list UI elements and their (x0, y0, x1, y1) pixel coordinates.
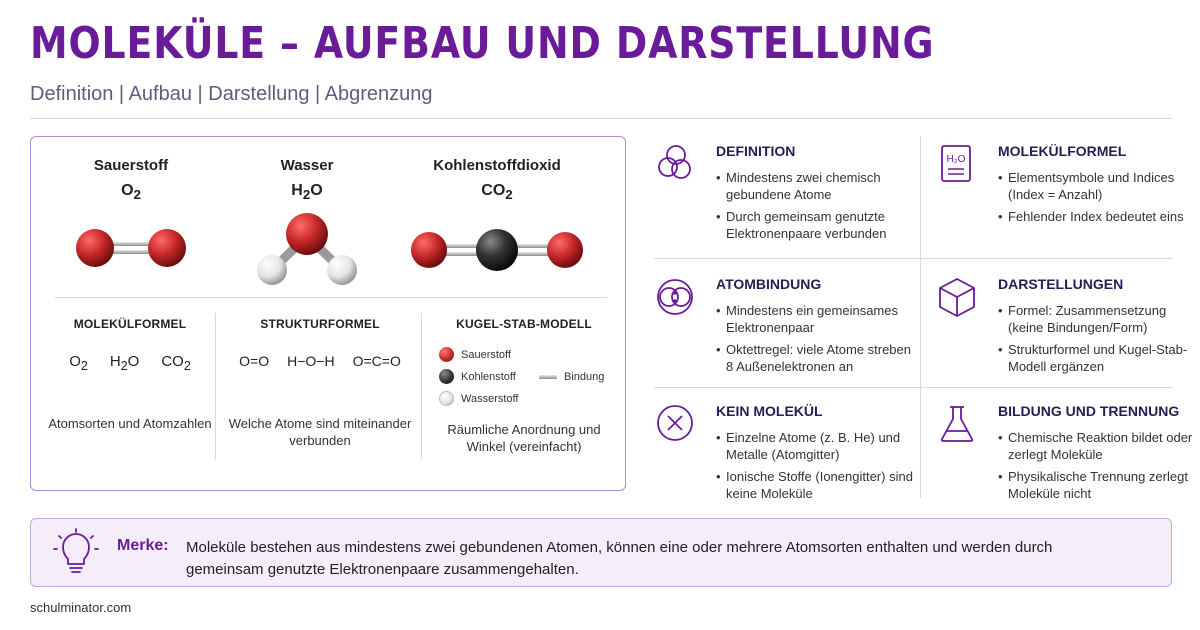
title-divider (30, 118, 1172, 119)
card-list (716, 169, 916, 247)
water-ball-stick-model (237, 212, 377, 292)
card-list (998, 302, 1198, 380)
list-item: • Mindestens ein gemeinsames Elektronenpaar (716, 302, 916, 336)
column-description: Räumliche Anordnung und Winkel (vereinfacht) (447, 422, 601, 454)
column-kugel-stab-modell (431, 317, 617, 454)
column-title: MOLEKÜLFORMEL (73, 317, 187, 331)
structure-h2o: H−O−H (287, 353, 335, 369)
panel-divider (55, 297, 607, 298)
memo-label: Merke: (117, 537, 169, 554)
crossed-circle-icon (654, 403, 696, 445)
card-list (998, 169, 1198, 230)
formula-o2: $O_2$ (69, 353, 88, 373)
card-list (998, 429, 1198, 507)
legend-item-bond: Bindung (539, 371, 604, 383)
column-description: Atomsorten und Atomzahlen (48, 416, 212, 431)
formula-h2o: $H_2O$ (109, 353, 140, 373)
card-grid-horizontal-divider (654, 387, 1172, 388)
list-item: • Durch gemeinsam genutzte Elektronenpaare verbunden (716, 208, 916, 242)
legend-item-oxygen: Sauerstoff (439, 347, 511, 362)
formula-document-icon (936, 143, 978, 185)
list-item: • Ionische Stoffe (Ionengitter) sind keine Moleküle (716, 468, 916, 502)
page-subtitle: Definition | Aufbau | Darstellung | Abgrenzung (30, 83, 433, 105)
cube-icon (936, 276, 978, 318)
card-title: DARSTELLUNGEN (998, 276, 1124, 292)
model-legend (439, 347, 619, 417)
list-item: • Chemische Reaktion bildet oder zerlegt Moleküle (998, 429, 1198, 463)
memo-box (30, 518, 1172, 587)
formula-row (37, 353, 223, 377)
card-title: ATOMBINDUNG (716, 276, 822, 292)
oxygen-ball-stick-model (66, 212, 196, 282)
list-item: • Strukturformel und Kugel-Stab-Modell ergänzen (998, 341, 1198, 375)
list-item: • Formel: Zusammensetzung (keine Bindungen/Form) (998, 302, 1198, 336)
card-title: MOLEKÜLFORMEL (998, 143, 1127, 159)
bond-stick-icon (539, 375, 557, 379)
card-title: DEFINITION (716, 143, 796, 159)
list-item: • Mindestens zwei chemisch gebundene Atome (716, 169, 916, 203)
molecule-formula: $CO_2$ (481, 182, 513, 203)
column-title: KUGEL-STAB-MODELL (456, 317, 592, 331)
list-item: • Einzelne Atome (z. B. He) und Metalle (Atomgitter) (716, 429, 916, 463)
molecule-formula: $H_2O$ (291, 182, 323, 203)
column-molekuelformel (37, 317, 223, 431)
card-title: BILDUNG UND TRENNUNG (998, 403, 1180, 419)
molecule-water (217, 157, 397, 292)
atomic-bond-icon (654, 276, 696, 318)
co2-ball-stick-model (407, 212, 587, 282)
molecule-oxygen (41, 157, 221, 282)
structure-row (227, 353, 413, 377)
molecule-formula: $O_2$ (121, 182, 141, 203)
card-list (716, 302, 916, 380)
molecule-carbon-dioxide (407, 157, 587, 282)
page-title: MOLEKÜLE – AUFBAU UND DARSTELLUNG (30, 18, 935, 69)
svg-text:H₂O: H₂O (946, 154, 966, 165)
card-grid-horizontal-divider (654, 258, 1172, 259)
overlapping-circles-icon (654, 143, 696, 185)
lightbulb-icon (51, 527, 101, 579)
memo-text: Moleküle bestehen aus mindestens zwei gebundenen Atomen, können eine oder mehrere Atomsorten enthalten und werden durch gemeinsam genutzte Elektronenpaare zusammengehalten. (186, 539, 1053, 578)
column-description: Welche Atome sind miteinander verbunden (228, 416, 412, 448)
column-divider (421, 313, 422, 459)
flask-icon (936, 403, 978, 445)
column-title: STRUKTURFORMEL (260, 317, 380, 331)
hydrogen-ball-icon (439, 391, 454, 406)
molecule-name: Kohlenstoffdioxid (433, 157, 561, 174)
molecule-name: Sauerstoff (93, 157, 169, 174)
list-item: • Elementsymbole und Indices (Index = Anzahl) (998, 169, 1198, 203)
molecule-name: Wasser (280, 157, 334, 174)
structure-o2: O=O (239, 353, 270, 369)
card-list (716, 429, 916, 507)
footer-source: schulminator.com (30, 600, 132, 615)
list-item: • Oktettregel: viele Atome streben 8 Außenelektronen an (716, 341, 916, 375)
formula-co2: $CO_2$ (161, 353, 191, 373)
molecule-panel (30, 136, 626, 491)
list-item: • Physikalische Trennung zerlegt Moleküle nicht (998, 468, 1198, 502)
oxygen-ball-icon (439, 347, 454, 362)
structure-co2: O=C=O (352, 353, 401, 369)
legend-item-carbon: Kohlenstoff (439, 369, 516, 384)
card-title: KEIN MOLEKÜL (716, 403, 823, 419)
card-grid-vertical-divider (920, 136, 921, 498)
column-strukturformel (227, 317, 413, 448)
legend-item-hydrogen: Wasserstoff (439, 391, 518, 406)
carbon-ball-icon (439, 369, 454, 384)
list-item: • Fehlender Index bedeutet eins (998, 208, 1198, 225)
